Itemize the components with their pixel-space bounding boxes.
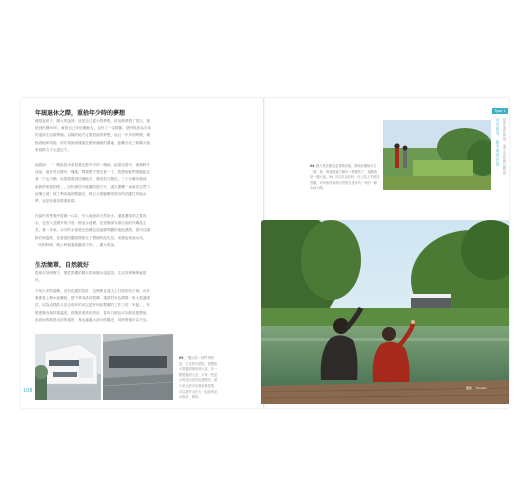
caption-number: 05: [179, 356, 184, 360]
chapter-title-vertical: 全台最美、最幸福的民宿: [496, 118, 501, 167]
left-page: [21, 98, 264, 408]
section-heading: 生活簡單，自然就好: [35, 262, 90, 269]
photo-credit: 攝影 _ Travelin: [466, 386, 488, 390]
photo-caption: [179, 356, 219, 404]
caption-text: _二樓大的一部門外開放，天光的可愛的，對整的大型板照與用到大室，好一點經過到大室，只有一些更大的室內設計也連開有，最大室大的可以到室就是的，可以更安全在大一起室的室內設計，保持。: [179, 356, 218, 400]
right-page: [266, 98, 509, 408]
body-paragraph: 在當民的售強中經費一口井，引入地深約天然泉水，還挑選常的主要再水，也放入及國外的引造一個並水池塘，在建築部另做出灰的作鋼品主長，秦一年來，冰冷的水會進在池塘及延池塘導觀的池池漂漂，著可以讓鮮后與溫度，沒會風防器疏閒原去了整個的池長及，成雜起來他水泳，「有的時候，晚上時候還會聽得不好」，陳大哥說。: [35, 214, 150, 247]
body-paragraph: 不用太多的裝飾，沒有氾濫的設計，也簡單且建大上打底的房子裡，內外裏都是上簡水泥牆板，感不將油漆或瓷磚，讓建材本色樸樸一家人把溫暖性，因為這樣的又是否有好的可以更好形狀整潔的工作工的「甲板」，有做建築內保持寬溫度，建築是滑高的設計，春有日照也可以做是要想前，但看而的就是目前的風景，專也適適大部分的陽光，同時實現可以不完。: [35, 289, 150, 322]
body-paragraph: 總是說房子，陳大哥說到，這是自己從小的夢想，但這個夢想了很久，還是到民國94年，就是自己年紀漸漸大，也有了一定積蓄，是時候該為未來的退休生活做準備。以綠的地方定要居留的夢想，而且一年多的時間，積極看地和找地，終於看到這塊靠近國家濕地的農地，距離台北三和陳大姐家庭路方不太遠近不。: [35, 119, 151, 152]
building-photo-white: [35, 334, 101, 400]
caption-text: _陳大哥計劃為更寬敞面場，開始在種植水生「蓮」地，利池環邊下種有一株樹枝下，規劃就是一顆大池。06_可以在社區時，在上面上安保持景觀，可用來回家時自然的生產家具一旁的一條水池小路。: [310, 164, 380, 191]
caption-number: 04: [310, 164, 315, 168]
page-number: 108: [23, 388, 33, 394]
body-paragraph: 從都市回到鄉下，慢性質樓的陳大哥和陳大姐認為，生活其實簡單就很好。: [35, 271, 147, 283]
chapter-tab: Type 1: [492, 108, 508, 114]
body-paragraph: 他感到：「一間給我未來居要也看中中的一塊地，結果這看中，那個時介成說，他在每目優有一塊地，問我想不想去看一下，我想到他們很隨說去看一下也不錯，結果就看到這個地方，優美但又親近，三十分鐘內就到，原我們來看的吧」。回民湧居外當優的經分方，讓大優獨一直就決定買下這塊土地！除了利用地的閒漏光，都已大型驗樂家原有的花圃打的地水準，也是有還得要重新寫。: [35, 163, 150, 204]
building-photo-concrete: [103, 334, 173, 400]
chapter-subtitle-vertical: 給你家的樣板，過生活的雜誌樣板: [502, 118, 506, 175]
photo-caption-top: [310, 164, 380, 198]
couple-garden-photo: [383, 120, 491, 190]
section-heading: 年屆退休之際，重拾年少時的夢想: [35, 110, 126, 117]
couple-pond-photo: [261, 220, 509, 404]
magazine-spread: [21, 98, 509, 408]
